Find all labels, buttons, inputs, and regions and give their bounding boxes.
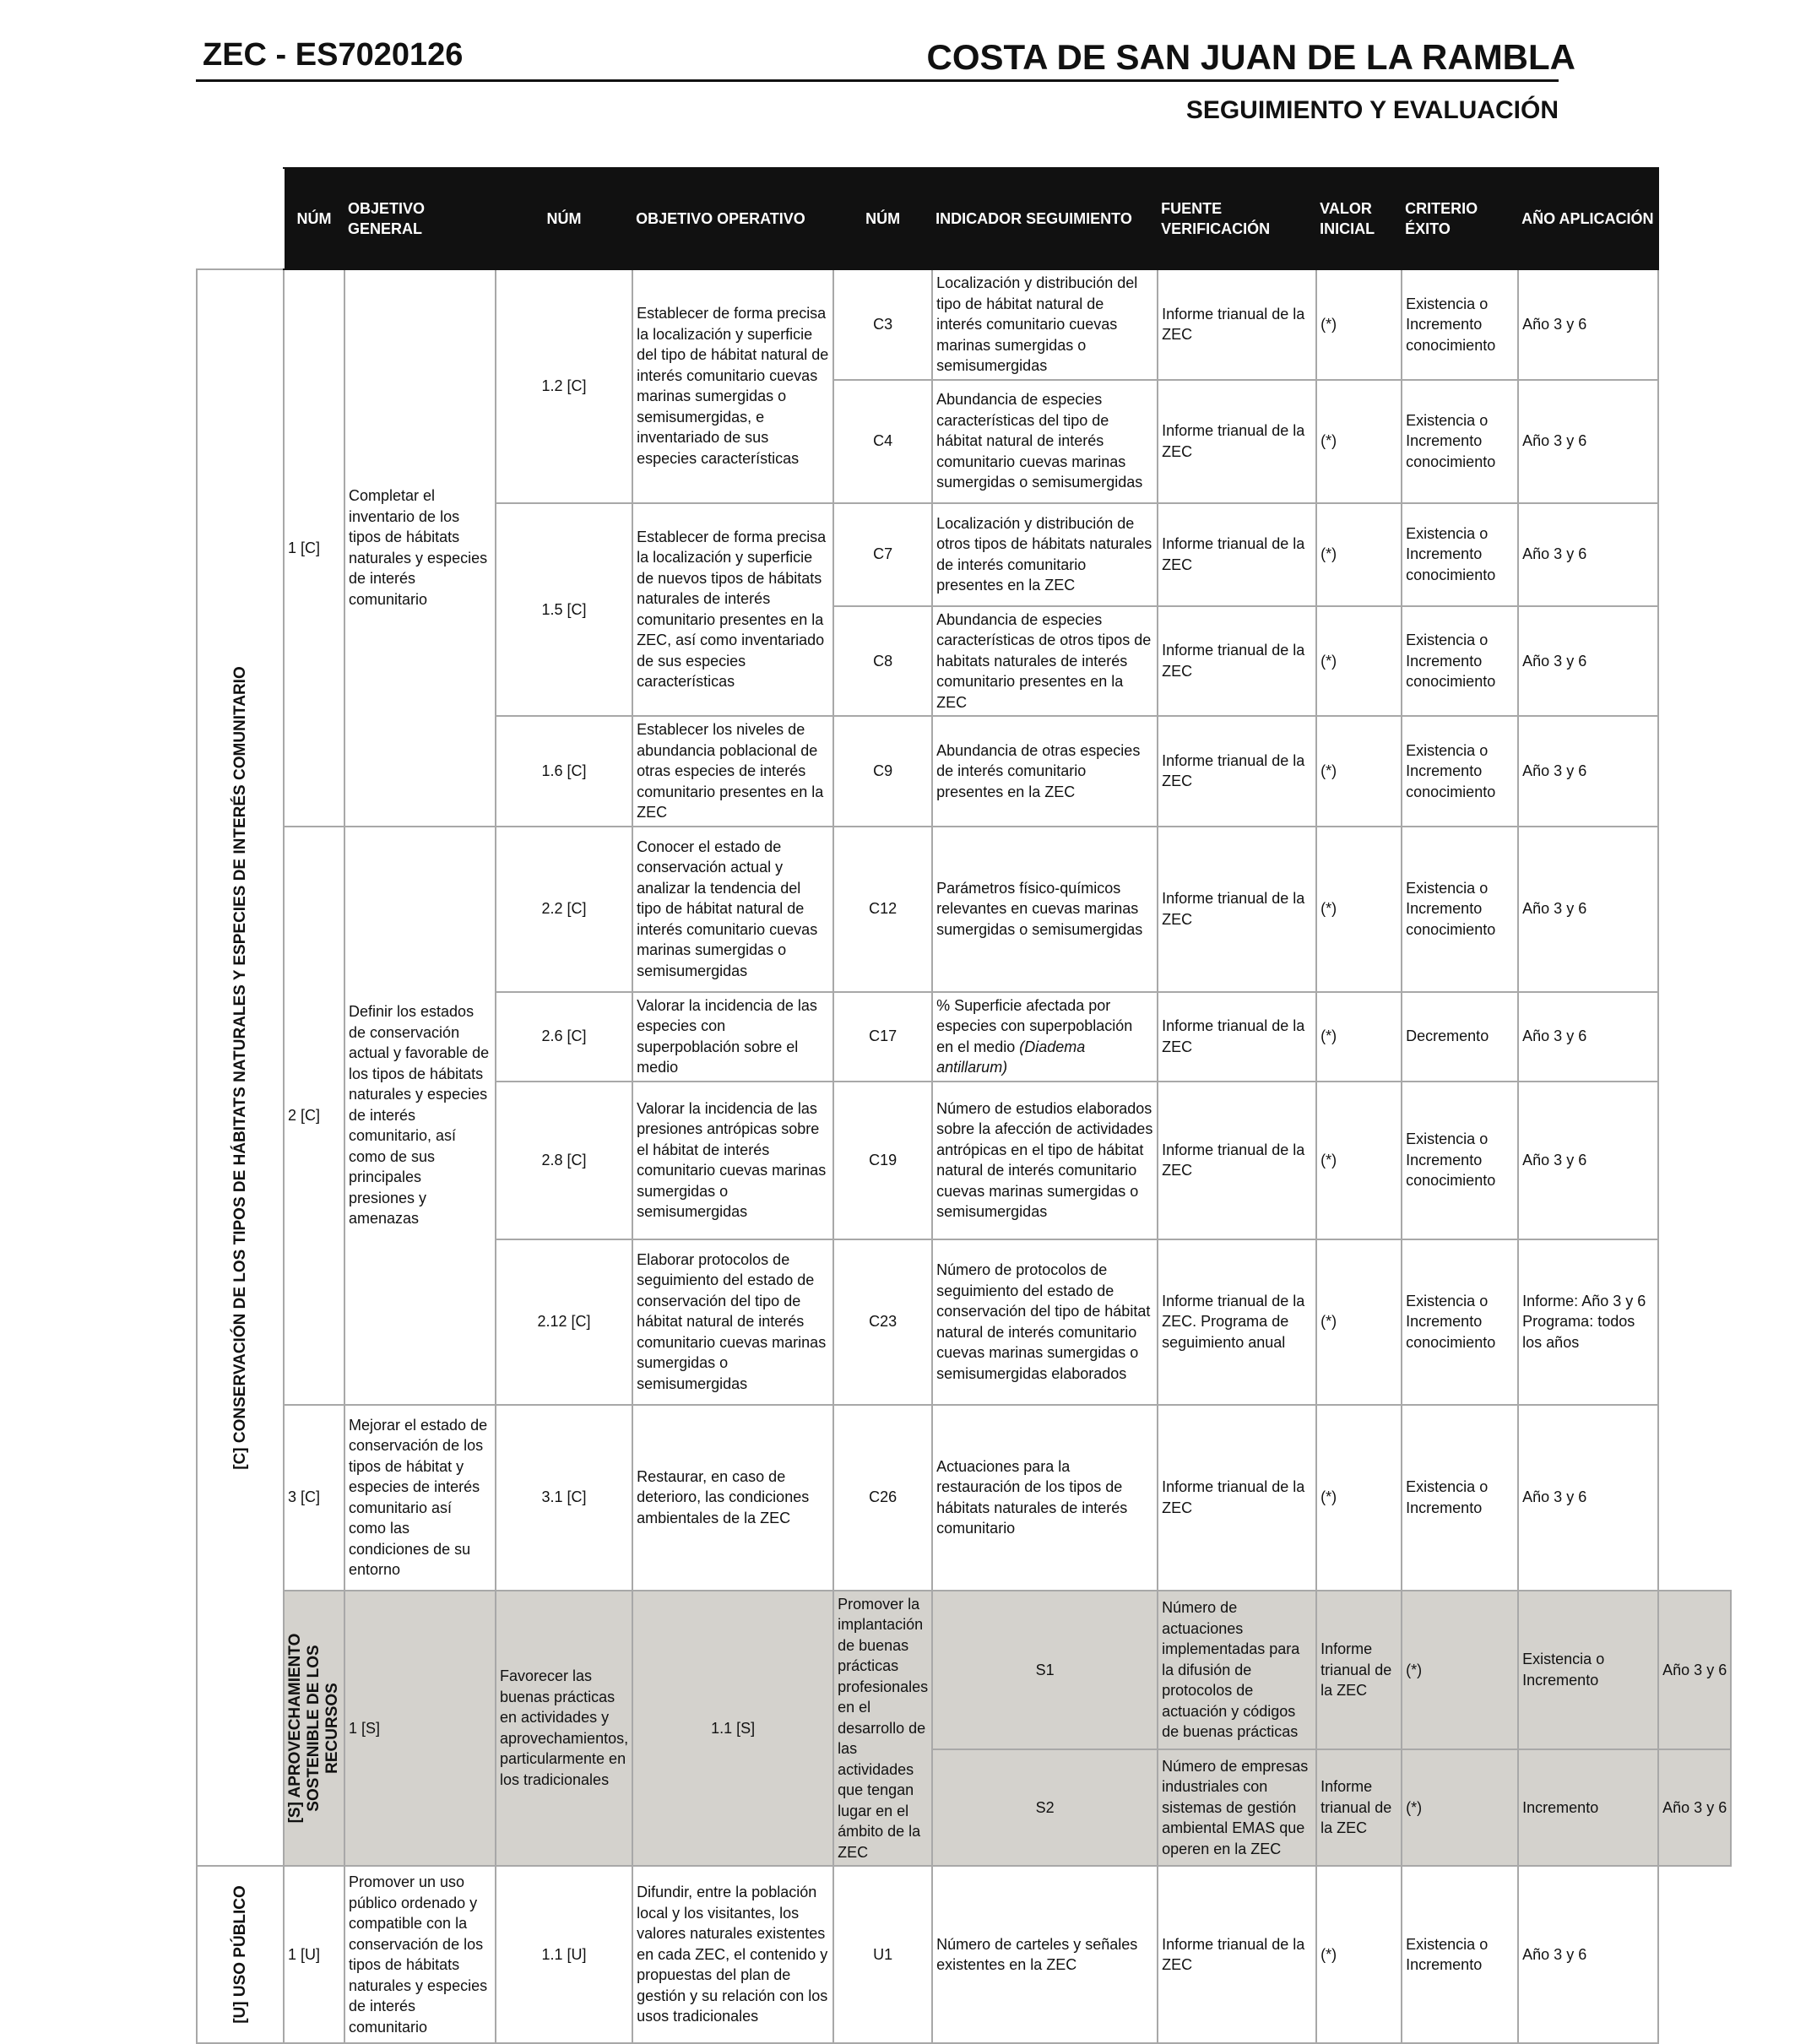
section-label: [S] APROVECHAMIENTO SOSTENIBLE DE LOS RECURSOS bbox=[286, 1633, 341, 1824]
indicator-anio: Año 3 y 6 bbox=[1518, 606, 1658, 717]
col-fuente: FUENTE VERIFICACIÓN bbox=[1158, 168, 1316, 269]
indicator-valor: (*) bbox=[1316, 1082, 1402, 1239]
indicator-criterio: Existencia o Incremento conocimiento bbox=[1402, 1082, 1518, 1239]
indicator-fuente: Informe trianual de la ZEC bbox=[1316, 1749, 1402, 1866]
indicator-criterio: Existencia o Incremento conocimiento bbox=[1402, 716, 1518, 827]
indicator-num: C4 bbox=[833, 380, 932, 503]
col-anio: AÑO APLICACIÓN bbox=[1518, 168, 1658, 269]
operativo-num: 1.1 [S] bbox=[632, 1591, 833, 1867]
operativo-num: 1.6 [C] bbox=[496, 716, 632, 827]
indicator-fuente: Informe trianual de la ZEC bbox=[1158, 1405, 1316, 1591]
indicator-text: Localización y distribución del tipo de hábitat natural de interés comunitario cuevas marinas sumergidas o semisumergidas bbox=[932, 269, 1158, 380]
col-objetivo-general: OBJETIVO GENERAL bbox=[344, 168, 496, 269]
general-num: 1 [C] bbox=[284, 269, 344, 827]
table-row bbox=[197, 1405, 1731, 1591]
indicator-text: Abundancia de otras especies de interés comunitario presentes en la ZEC bbox=[932, 716, 1158, 827]
section-conservacion bbox=[197, 269, 284, 1866]
operativo-text: Conocer el estado de conservación actual y analizar la tendencia del tipo de hábitat natural de interés comunitario cuevas marinas sumergidas o semisumergidas bbox=[632, 827, 833, 992]
indicator-num: C8 bbox=[833, 606, 932, 717]
indicator-valor: (*) bbox=[1316, 1866, 1402, 2043]
operativo-num: 2.8 [C] bbox=[496, 1082, 632, 1239]
indicator-anio: Año 3 y 6 bbox=[1518, 1405, 1658, 1591]
page-subtitle: SEGUIMIENTO Y EVALUACIÓN bbox=[1185, 96, 1559, 124]
col-criterio: CRITERIO ÉXITO bbox=[1402, 168, 1518, 269]
indicator-criterio: Existencia o Incremento conocimiento bbox=[1402, 1239, 1518, 1405]
indicator-valor: (*) bbox=[1316, 827, 1402, 992]
indicator-fuente: Informe trianual de la ZEC bbox=[1158, 269, 1316, 380]
indicator-anio: Año 3 y 6 bbox=[1518, 1082, 1658, 1239]
general-text: Definir los estados de conservación actual y favorable de los tipos de hábitats naturales y especies de interés comunitario, así como de sus principales presiones y amenazas bbox=[344, 827, 496, 1405]
indicator-criterio: Existencia o Incremento bbox=[1518, 1591, 1658, 1750]
indicator-fuente: Informe trianual de la ZEC. Programa de seguimiento anual bbox=[1158, 1239, 1316, 1405]
indicator-anio: Año 3 y 6 bbox=[1658, 1749, 1731, 1866]
indicator-anio: Año 3 y 6 bbox=[1518, 716, 1658, 827]
indicator-fuente: Informe trianual de la ZEC bbox=[1158, 827, 1316, 992]
operativo-text: Establecer de forma precisa la localización y superficie de nuevos tipos de hábitats naturales de interés comunitario presentes en la ZEC, así como inventariado de sus especies características bbox=[632, 503, 833, 717]
indicator-criterio: Existencia o Incremento conocimiento bbox=[1402, 380, 1518, 503]
indicator-valor: (*) bbox=[1316, 503, 1402, 606]
header-spacer bbox=[197, 168, 284, 269]
table-row bbox=[197, 1866, 1731, 2043]
indicator-text: Número de actuaciones implementadas para la difusión de protocolos de actuación y códigos de buenas prácticas bbox=[1158, 1591, 1316, 1750]
monitoring-table bbox=[196, 167, 1732, 2044]
col-num-general: NÚM bbox=[284, 168, 344, 269]
indicator-valor: (*) bbox=[1316, 716, 1402, 827]
col-objetivo-operativo: OBJETIVO OPERATIVO bbox=[632, 168, 833, 269]
indicator-valor: (*) bbox=[1402, 1591, 1518, 1750]
indicator-text: Abundancia de especies características del tipo de hábitat natural de interés comunitario cuevas marinas sumergidas o semisumergidas bbox=[932, 380, 1158, 503]
operativo-text: Difundir, entre la población local y los visitantes, los valores naturales existentes en cada ZEC, el contenido y propuestas del plan de gestión y su relación con los usos tradicionales bbox=[632, 1866, 833, 2043]
indicator-text: Número de empresas industriales con sistemas de gestión ambiental EMAS que operen en la ZEC bbox=[1158, 1749, 1316, 1866]
col-valor: VALOR INICIAL bbox=[1316, 168, 1402, 269]
operativo-text: Establecer los niveles de abundancia poblacional de otras especies de interés comunitario presentes en la ZEC bbox=[632, 716, 833, 827]
indicator-valor: (*) bbox=[1316, 606, 1402, 717]
indicator-num: C12 bbox=[833, 827, 932, 992]
section-uso-publico bbox=[197, 1866, 284, 2043]
indicator-valor: (*) bbox=[1316, 380, 1402, 503]
indicator-fuente: Informe trianual de la ZEC bbox=[1158, 1866, 1316, 2043]
operativo-text: Elaborar protocolos de seguimiento del estado de conservación del tipo de hábitat natural de interés comunitario cuevas marinas sumergidas o semisumergidas bbox=[632, 1239, 833, 1405]
indicator-num: C9 bbox=[833, 716, 932, 827]
indicator-text: Actuaciones para la restauración de los tipos de hábitats naturales de interés comunitario bbox=[932, 1405, 1158, 1591]
indicator-text: Parámetros físico-químicos relevantes en cuevas marinas sumergidas o semisumergidas bbox=[932, 827, 1158, 992]
general-text: Favorecer las buenas prácticas en actividades y aprovechamientos, particularmente en los tradicionales bbox=[496, 1591, 632, 1867]
indicator-anio: Año 3 y 6 bbox=[1658, 1591, 1731, 1750]
general-text: Promover un uso público ordenado y compatible con la conservación de los tipos de hábitats naturales y especies de interés comunitario bbox=[344, 1866, 496, 2043]
species-name: (Diadema antillarum) bbox=[936, 1038, 1086, 1076]
indicator-valor: (*) bbox=[1402, 1749, 1518, 1866]
indicator-fuente: Informe trianual de la ZEC bbox=[1158, 992, 1316, 1082]
indicator-text: Número de protocolos de seguimiento del estado de conservación del tipo de hábitat natural de interés comunitario cuevas marinas sumergidas o semisumergidas elaborados bbox=[932, 1239, 1158, 1405]
operativo-text: Valorar la incidencia de las especies con superpoblación sobre el medio bbox=[632, 992, 833, 1082]
col-num-operativo: NÚM bbox=[496, 168, 632, 269]
operativo-num: 1.2 [C] bbox=[496, 269, 632, 503]
general-text: Completar el inventario de los tipos de hábitats naturales y especies de interés comunitario bbox=[344, 269, 496, 827]
indicator-num: C7 bbox=[833, 503, 932, 606]
indicator-anio: Año 3 y 6 bbox=[1518, 503, 1658, 606]
indicator-text: Localización y distribución de otros tipos de hábitats naturales de interés comunitario presentes en la ZEC bbox=[932, 503, 1158, 606]
col-indicador: INDICADOR SEGUIMIENTO bbox=[932, 168, 1158, 269]
indicator-fuente: Informe trianual de la ZEC bbox=[1158, 606, 1316, 717]
indicator-num: S1 bbox=[932, 1591, 1158, 1750]
general-num: 3 [C] bbox=[284, 1405, 344, 1591]
operativo-num: 2.12 [C] bbox=[496, 1239, 632, 1405]
indicator-criterio: Incremento bbox=[1518, 1749, 1658, 1866]
indicator-num: S2 bbox=[932, 1749, 1158, 1866]
indicator-criterio: Existencia o Incremento bbox=[1402, 1405, 1518, 1591]
indicator-criterio: Decremento bbox=[1402, 992, 1518, 1082]
operativo-text: Valorar la incidencia de las presiones antrópicas sobre el hábitat de interés comunitario cuevas marinas sumergidas o semisumergidas bbox=[632, 1082, 833, 1239]
indicator-fuente: Informe trianual de la ZEC bbox=[1158, 716, 1316, 827]
indicator-num: C23 bbox=[833, 1239, 932, 1405]
table-row bbox=[197, 269, 1731, 380]
zec-code: ZEC - ES7020126 bbox=[203, 37, 464, 73]
general-num: 1 [U] bbox=[284, 1866, 344, 2043]
indicator-anio: Año 3 y 6 bbox=[1518, 269, 1658, 380]
indicator-valor: (*) bbox=[1316, 1239, 1402, 1405]
indicator-num: C3 bbox=[833, 269, 932, 380]
indicator-criterio: Existencia o Incremento conocimiento bbox=[1402, 269, 1518, 380]
table-row bbox=[197, 1591, 1731, 1750]
indicator-text: Número de estudios elaborados sobre la afección de actividades antrópicas en el tipo de hábitat natural de interés comunitario cuevas marinas sumergidas o semisumergidas bbox=[932, 1082, 1158, 1239]
general-text: Mejorar el estado de conservación de los tipos de hábitat y especies de interés comunitario así como las condiciones de su entorno bbox=[344, 1405, 496, 1591]
general-num: 2 [C] bbox=[284, 827, 344, 1405]
indicator-anio: Informe: Año 3 y 6 Programa: todos los años bbox=[1518, 1239, 1658, 1405]
indicator-criterio: Existencia o Incremento bbox=[1402, 1866, 1518, 2043]
operativo-num: 3.1 [C] bbox=[496, 1405, 632, 1591]
header-rule bbox=[196, 79, 1559, 82]
section-label: [U] USO PÚBLICO bbox=[230, 1885, 249, 2024]
zec-name: COSTA DE SAN JUAN DE LA RAMBLA bbox=[926, 37, 1575, 77]
indicator-fuente: Informe trianual de la ZEC bbox=[1158, 1082, 1316, 1239]
operativo-text: Establecer de forma precisa la localización y superficie del tipo de hábitat natural de interés comunitario cuevas marinas sumergidas o semisumergidas, e inventariado de sus especies características bbox=[632, 269, 833, 503]
indicator-criterio: Existencia o Incremento conocimiento bbox=[1402, 827, 1518, 992]
indicator-anio: Año 3 y 6 bbox=[1518, 1866, 1658, 2043]
indicator-fuente: Informe trianual de la ZEC bbox=[1158, 380, 1316, 503]
indicator-num: C19 bbox=[833, 1082, 932, 1239]
col-num-indicador: NÚM bbox=[833, 168, 932, 269]
indicator-num: U1 bbox=[833, 1866, 932, 2043]
indicator-valor: (*) bbox=[1316, 992, 1402, 1082]
section-label: [C] CONSERVACIÓN DE LOS TIPOS DE HÁBITATS NATURALES Y ESPECIES DE INTERÉS COMUNITARIO bbox=[230, 665, 249, 1470]
indicator-text: Abundancia de especies características de otros tipos de habitats naturales de interés comunitario presentes en la ZEC bbox=[932, 606, 1158, 717]
indicator-anio: Año 3 y 6 bbox=[1518, 992, 1658, 1082]
indicator-fuente: Informe trianual de la ZEC bbox=[1158, 503, 1316, 606]
indicator-text bbox=[932, 992, 1158, 1082]
indicator-valor: (*) bbox=[1316, 1405, 1402, 1591]
indicator-text-main: % Superficie afectada por especies con superpoblación en el medio bbox=[936, 996, 1133, 1055]
indicator-num: C26 bbox=[833, 1405, 932, 1591]
indicator-text: Número de carteles y señales existentes en la ZEC bbox=[932, 1866, 1158, 2043]
indicator-criterio: Existencia o Incremento conocimiento bbox=[1402, 606, 1518, 717]
indicator-num: C17 bbox=[833, 992, 932, 1082]
indicator-fuente: Informe trianual de la ZEC bbox=[1316, 1591, 1402, 1750]
operativo-text: Promover la implantación de buenas prácticas profesionales en el desarrollo de las actividades que tengan lugar en el ámbito de la ZEC bbox=[833, 1591, 932, 1867]
operativo-text: Restaurar, en caso de deterioro, las condiciones ambientales de la ZEC bbox=[632, 1405, 833, 1591]
indicator-criterio: Existencia o Incremento conocimiento bbox=[1402, 503, 1518, 606]
table-row bbox=[197, 827, 1731, 992]
general-num: 1 [S] bbox=[344, 1591, 496, 1867]
operativo-num: 2.2 [C] bbox=[496, 827, 632, 992]
operativo-num: 2.6 [C] bbox=[496, 992, 632, 1082]
indicator-anio: Año 3 y 6 bbox=[1518, 380, 1658, 503]
indicator-valor: (*) bbox=[1316, 269, 1402, 380]
operativo-num: 1.1 [U] bbox=[496, 1866, 632, 2043]
section-aprovechamiento bbox=[284, 1591, 344, 1867]
indicator-anio: Año 3 y 6 bbox=[1518, 827, 1658, 992]
table-header-row bbox=[197, 168, 1731, 269]
operativo-num: 1.5 [C] bbox=[496, 503, 632, 717]
